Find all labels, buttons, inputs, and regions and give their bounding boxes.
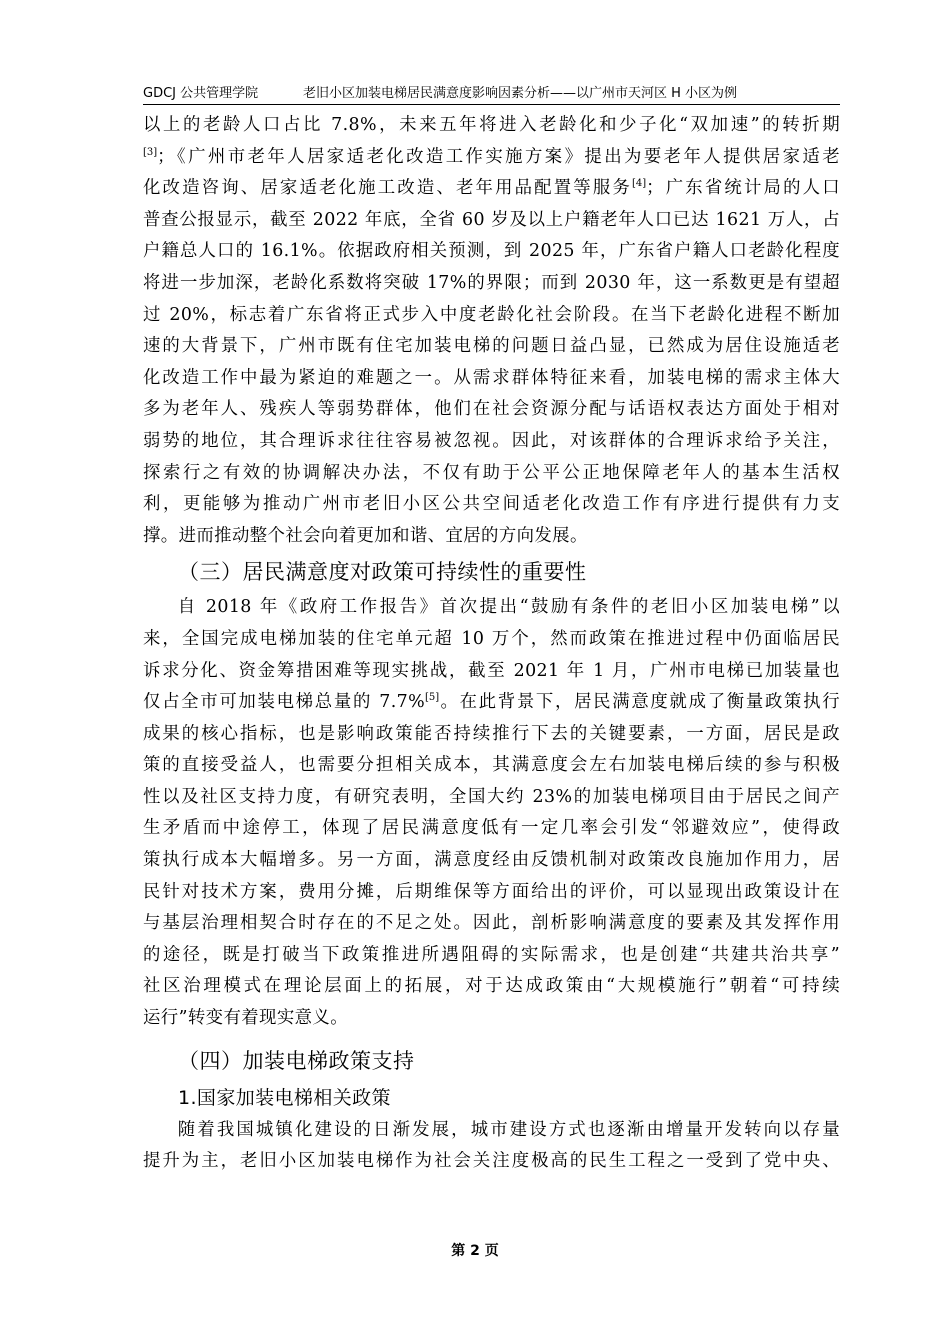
text-line: 成果的核心指标，也是影响政策能否持续推行下去的关键要素，一方面，居民是政 — [143, 723, 840, 744]
citation-ref: [3] — [143, 146, 158, 158]
text-line: 利，更能够为推动广州市老旧小区公共空间适老化改造工作有序进行提供有力支 — [143, 494, 840, 515]
header-rule — [143, 104, 840, 105]
text-line — [143, 173, 840, 205]
text-span: 化改造咨询、居家适老化施工改造、老年用品配置等服务 — [143, 178, 632, 199]
text-line: 弱势的地位，其合理诉求往往容易被忽视。因此，对该群体的合理诉求给予关注， — [143, 430, 840, 451]
paragraph-national-policy — [143, 1115, 840, 1178]
text-line: 运行”转变有着现实意义。 — [143, 1008, 348, 1029]
text-line: 速的大背景下，广州市既有住宅加装电梯的问题日益凸显，已然成为居住设施适老 — [143, 336, 840, 357]
citation-ref: [4] — [631, 178, 647, 190]
text-span: 。在此背景下，居民满意度就成了衡量政策执行 — [439, 692, 840, 713]
page-number: 第 2 页 — [451, 1243, 499, 1259]
text-line: 诉求分化、资金筹措困难等现实挑战，截至 2021 年 1 月，广州市电梯已加装量也 — [143, 660, 840, 681]
text-line: 探索行之有效的协调解决办法，不仅有助于公平公正地保障老年人的基本生活权 — [143, 462, 840, 483]
subsection-heading-1: 1.国家加装电梯相关政策 — [178, 1086, 391, 1109]
paragraph-aging-background — [143, 110, 840, 552]
text-line: 普查公报显示，截至 2022 年底，全省 60 岁及以上户籍老年人口已达 1621 万人，占 — [143, 209, 840, 230]
text-line: 来，全国完成电梯加装的住宅单元超 10 万个，然而政策在推进过程中仍面临居民 — [143, 628, 840, 649]
text-line: 化改造工作中最为紧迫的难题之一。从需求群体特征来看，加装电梯的需求主体大 — [143, 367, 840, 388]
paragraph-satisfaction-importance — [143, 592, 840, 1034]
text-line: 提升为主，老旧小区加装电梯作为社会关注度极高的民生工程之一受到了党中央、 — [143, 1151, 840, 1172]
text-line — [143, 687, 840, 719]
text-line: 生矛盾而中途停工，体现了居民满意度低有一定几率会引发“邻避效应”，使得政 — [143, 818, 840, 839]
text-line: 户籍总人口的 16.1%。依据政府相关预测，到 2025 年，广东省户籍人口老龄化程度 — [143, 241, 840, 262]
header-paper-title: 老旧小区加装电梯居民满意度影响因素分析——以广州市天河区 H 小区为例 — [303, 86, 738, 101]
text-line: 将进一步加深，老龄化系数将突破 17%的界限；而到 2030 年，这一系数更是有望超 — [143, 272, 840, 293]
section-heading-4: （四）加装电梯政策支持 — [178, 1048, 415, 1073]
citation-ref: [5] — [425, 692, 440, 704]
body-text — [143, 110, 840, 1178]
text-line: 策执行成本大幅增多。另一方面，满意度经由反馈机制对政策改良施加作用力，居 — [143, 850, 840, 871]
text-line: 的途径，既是打破当下政策推进所遇阻碍的实际需求，也是创建“共建共治共享” — [143, 944, 840, 965]
text-line: 策的直接受益人，也需要分担相关成本，其满意度会左右加装电梯后续的参与积极 — [143, 755, 840, 776]
text-line: 多为老年人、残疾人等弱势群体，他们在社会资源分配与话语权表达方面处于相对 — [143, 399, 840, 420]
header-institution: GDCJ 公共管理学院 — [143, 86, 259, 101]
text-line: 过 20%，标志着广东省将正式步入中度老龄化社会阶段。在当下老龄化进程不断加 — [143, 304, 840, 325]
text-line: 性以及社区支持力度，有研究表明，全国大约 23%的加装电梯项目由于居民之间产 — [143, 786, 840, 807]
section-heading-3: （三）居民满意度对政策可持续性的重要性 — [178, 560, 587, 585]
text-line: 民针对技术方案，费用分摊，后期维保等方面给出的评价，可以显现出政策设计在 — [143, 881, 840, 902]
text-line — [143, 142, 840, 174]
text-span: ；广东省统计局的人口 — [646, 178, 840, 199]
text-line: 以上的老龄人口占比 7.8%，未来五年将进入老龄化和少子化“双加速”的转折期 — [143, 115, 840, 135]
text-span: 仅占全市可加装电梯总量的 7.7% — [143, 692, 426, 713]
text-line: 与基层治理相契合时存在的不足之处。因此，剖析影响满意度的要素及其发挥作用 — [143, 913, 840, 934]
text-span: ；《广州市老年人居家适老化改造工作实施方案》提出为要老年人提供居家适老 — [157, 146, 840, 167]
text-line: 撑。进而推动整个社会向着更加和谐、宜居的方向发展。 — [143, 525, 588, 546]
text-line: 自 2018 年《政府工作报告》首次提出“鼓励有条件的老旧小区加装电梯”以 — [177, 597, 840, 618]
text-line: 随着我国城镇化建设的日渐发展，城市建设方式也逐渐由增量开发转向以存量 — [177, 1119, 840, 1140]
text-line: 社区治理模式在理论层面上的拓展，对于达成政策由“大规模施行”朝着“可持续 — [143, 976, 840, 997]
